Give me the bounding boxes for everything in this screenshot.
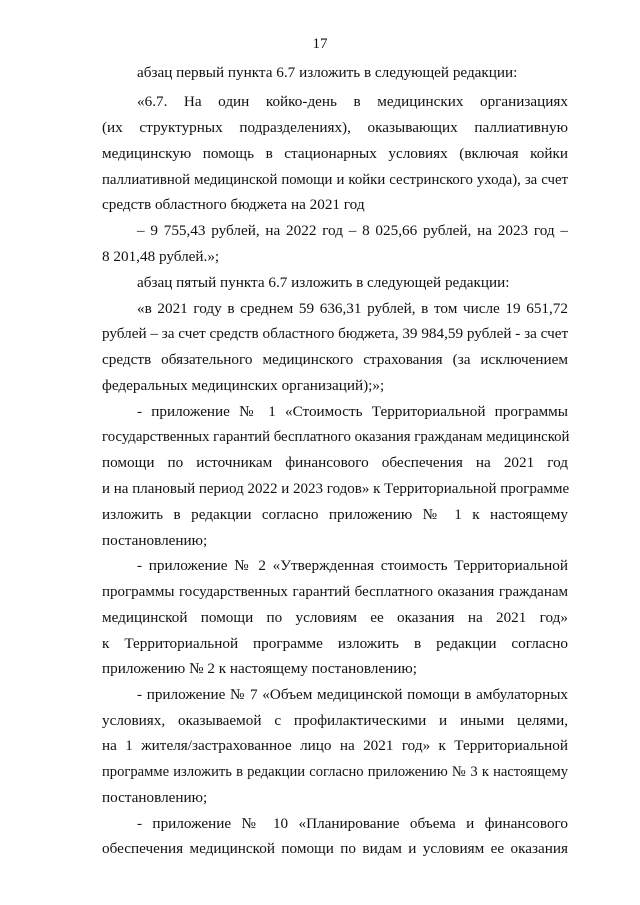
text-line: - приложение № 7 «Объем медицинской помощи в амбулаторных [137, 686, 568, 703]
text-line: средств областного бюджета на 2021 год [102, 196, 365, 213]
text-line: постановлению; [102, 789, 208, 806]
text-line: абзац первый пункта 6.7 изложить в следующей редакции: [137, 64, 518, 81]
text-line: (их структурных подразделениях), оказывающих паллиативную [102, 119, 568, 136]
text-line: федеральных медицинских организаций);»; [102, 377, 385, 394]
text-line: - приложение № 1 «Стоимость Территориальной программы [137, 403, 568, 420]
text-line: и на плановый период 2022 и 2023 годов» к Территориальной программе [102, 481, 570, 497]
text-line: медицинской помощи по условиям ее оказания на 2021 год» [102, 609, 568, 626]
text-line: программы государственных гарантий бесплатного оказания гражданам [102, 584, 568, 600]
text-line: на 1 жителя/застрахованное лицо на 2021 год» к Территориальной [102, 737, 568, 754]
text-line: - приложение № 2 «Утвержденная стоимость Территориальной [137, 557, 568, 574]
text-line: медицинскую помощь в стационарных условиях (включая койки [102, 145, 568, 162]
text-line: условиях, оказываемой с профилактическими и иными целями, [102, 712, 568, 729]
text-line: государственных гарантий бесплатного оказания гражданам медицинской [102, 429, 570, 445]
text-line: приложению № 2 к настоящему постановлению; [102, 660, 417, 677]
text-line: – 9 755,43 рублей, на 2022 год – 8 025,66 рублей, на 2023 год – [137, 222, 568, 239]
text-line: паллиативной медицинской помощи и койки сестринского ухода), за счет [102, 172, 568, 188]
page-number: 17 [312, 36, 328, 52]
text-line: постановлению; [102, 532, 208, 549]
text-line: «в 2021 году в среднем 59 636,31 рублей, в том числе 19 651,72 [137, 300, 568, 317]
text-line: средств обязательного медицинского страхования (за исключением [102, 351, 568, 368]
text-line: - приложение № 10 «Планирование объема и финансового [137, 815, 568, 832]
text-line: «6.7. На один койко-день в медицинских организациях [137, 93, 568, 110]
text-line: абзац пятый пункта 6.7 изложить в следующей редакции: [137, 274, 510, 291]
text-line: к Территориальной программе изложить в редакции согласно [102, 635, 568, 652]
text-line: обеспечения медицинской помощи по видам и условиям ее оказания [102, 840, 568, 857]
text-line: изложить в редакции согласно приложению № 1 к настоящему [102, 506, 568, 523]
text-line: рублей – за счет средств областного бюджета, 39 984,59 рублей - за счет [102, 325, 569, 342]
text-line: 8 201,48 рублей.»; [102, 248, 220, 265]
text-line: программе изложить в редакции согласно приложению № 3 к настоящему [102, 764, 568, 780]
text-line: помощи по источникам финансового обеспечения на 2021 год [102, 454, 568, 471]
